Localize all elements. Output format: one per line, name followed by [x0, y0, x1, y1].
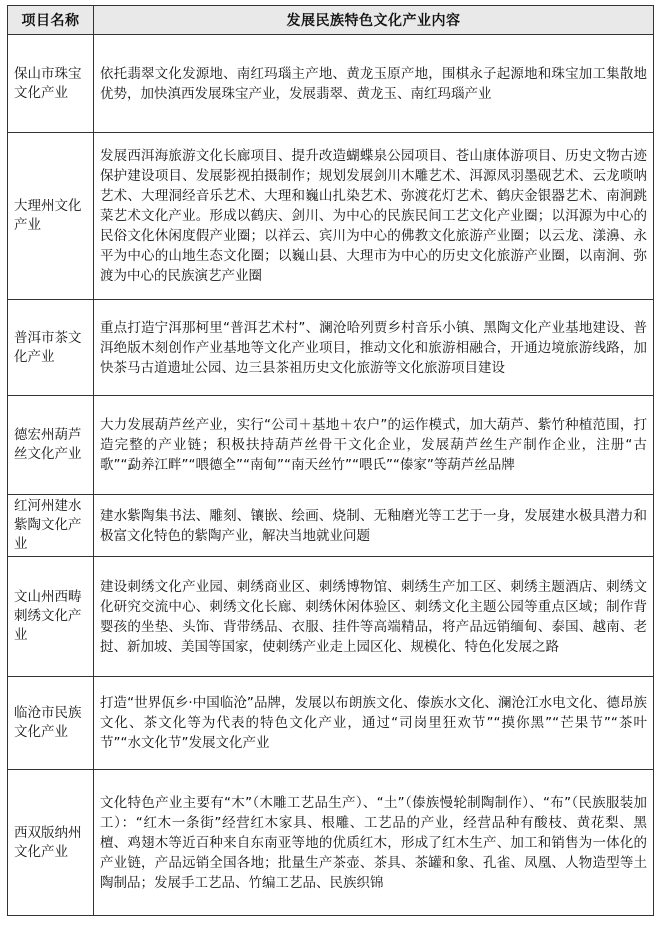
content-text: 发展西洱海旅游文化长廊项目、提升改造蝴蝶泉公园项目、苍山康体游项目、历史文物古迹保护建设项目、发展影视拍摄制作；规划发展剑川木雕艺术、洱源凤羽墨砚艺术、云龙唢呐艺术、大理洞经音乐艺术、大理和巍山扎染艺术、弥渡花灯艺术、鹤庆金银器艺术、南涧跳菜艺术文化产业。形成以鹤庆、剑川、为中心的民族民间工艺文化产业圈；以洱源为中心的民俗文化休闲度假产业圈；以祥云、宾川为中心的佛教文化旅游产业圈；以云龙、漾濞、永平为中心的山地生态文化圈；以巍山县、大理市为中心的历史文化旅游产业圈，以南涧、弥渡为中心的民族演艺产业圈	[100, 148, 647, 284]
project-name-cell: 临沧市民族文化产业	[8, 677, 94, 770]
content-cell	[94, 557, 654, 677]
table-row	[8, 770, 654, 916]
table-row	[8, 396, 654, 495]
content-text: 打造“世界佤乡·中国临沧”品牌，发展以布朗族文化、傣族水文化、澜沧江水电文化、德昂族文化、茶文化等为代表的特色文化产业，通过“司岗里狂欢节”“摸你黑”“芒果节”“茶叶节”“水文化节”发展文化产业	[100, 695, 647, 751]
table-row	[8, 677, 654, 770]
header-industry-content: 发展民族特色文化产业内容	[94, 6, 654, 35]
table-row	[8, 133, 654, 300]
project-name-cell: 文山州西畴刺绣文化产业	[8, 557, 94, 677]
content-text: 文化特色产业主要有“木”（木雕工艺品生产）、“土”（傣族慢轮制陶制作）、“布”（民族服装加工）：“红木一条街”经营红木家具、根雕、工艺品的产业，经营品种有酸枝、黄花梨、黑檀、鸡翅木等近百种来自东南亚等地的优质红木，形成了红木生产、加工和销售为一体化的产业链，产品远销全国各地；批量生产茶壶、茶具、茶罐和象、孔雀、凤凰、人物造型等土陶制品；发展手工艺品、竹编工艺品、民族织锦	[100, 794, 647, 891]
content-cell	[94, 300, 654, 396]
content-text: 建设刺绣文化产业园、刺绣商业区、刺绣博物馆、刺绣生产加工区、刺绣主题酒店、刺绣文化研究交流中心、刺绣文化长廊、刺绣休闲体验区、刺绣文化主题公园等重点区域；制作背婴孩的坐垫、头饰、背带绣品、衣服、挂件等高端精品，将产品远销缅甸、泰国、越南、老挝、新加坡、美国等国家，使刺绣产业走上园区化、规模化、特色化发展之路	[100, 578, 647, 655]
table-row	[8, 495, 654, 557]
table-row	[8, 35, 654, 133]
table-header-row	[8, 6, 654, 35]
project-name-cell: 红河州建水紫陶文化产业	[8, 495, 94, 557]
project-name-cell: 德宏州葫芦丝文化产业	[8, 396, 94, 495]
content-cell	[94, 677, 654, 770]
content-cell	[94, 133, 654, 300]
content-text: 依托翡翠文化发源地、南红玛瑙主产地、黄龙玉原产地，围棋永子起源地和珠宝加工集散地优势，加快滇西发展珠宝产业，发展翡翠、黄龙玉、南红玛瑙产业	[100, 65, 647, 102]
content-text: 重点打造宁洱那柯里“普洱艺术村”、澜沧哈列贾乡村音乐小镇、黑陶文化产业基地建设、普洱绝版木刻创作产业基地等文化产业项目，推动文化和旅游相融合，开通边境旅游线路，加快茶马古道遗址公园、边三县茶祖历史文化旅游等文化旅游项目建设	[100, 319, 647, 376]
project-name-cell: 普洱市茶文化产业	[8, 300, 94, 396]
content-text: 大力发展葫芦丝产业，实行“公司＋基地＋农户”的运作模式，加大葫芦、紫竹种植范围，打造完整的产业链；积极扶持葫芦丝骨干文化企业，发展葫芦丝生产制作企业，注册“古歌”“勐养江畔”“喂德全”“南甸”“南天丝竹”“喂氏”“傣家”等葫芦丝品牌	[100, 417, 647, 473]
table-row	[8, 557, 654, 677]
project-name-cell: 西双版纳州文化产业	[8, 770, 94, 916]
content-cell	[94, 35, 654, 133]
content-cell	[94, 770, 654, 916]
content-cell	[94, 495, 654, 557]
content-text: 建水紫陶集书法、雕刻、镶嵌、绘画、烧制、无釉磨光等工艺于一身，发展建水极具潜力和极富文化特色的紫陶产业，解决当地就业问题	[100, 507, 647, 544]
header-project-name: 项目名称	[8, 6, 94, 35]
content-cell	[94, 396, 654, 495]
project-name-cell: 保山市珠宝文化产业	[8, 35, 94, 133]
project-name-cell: 大理州文化产业	[8, 133, 94, 300]
table-row	[8, 300, 654, 396]
industry-table	[7, 5, 654, 916]
